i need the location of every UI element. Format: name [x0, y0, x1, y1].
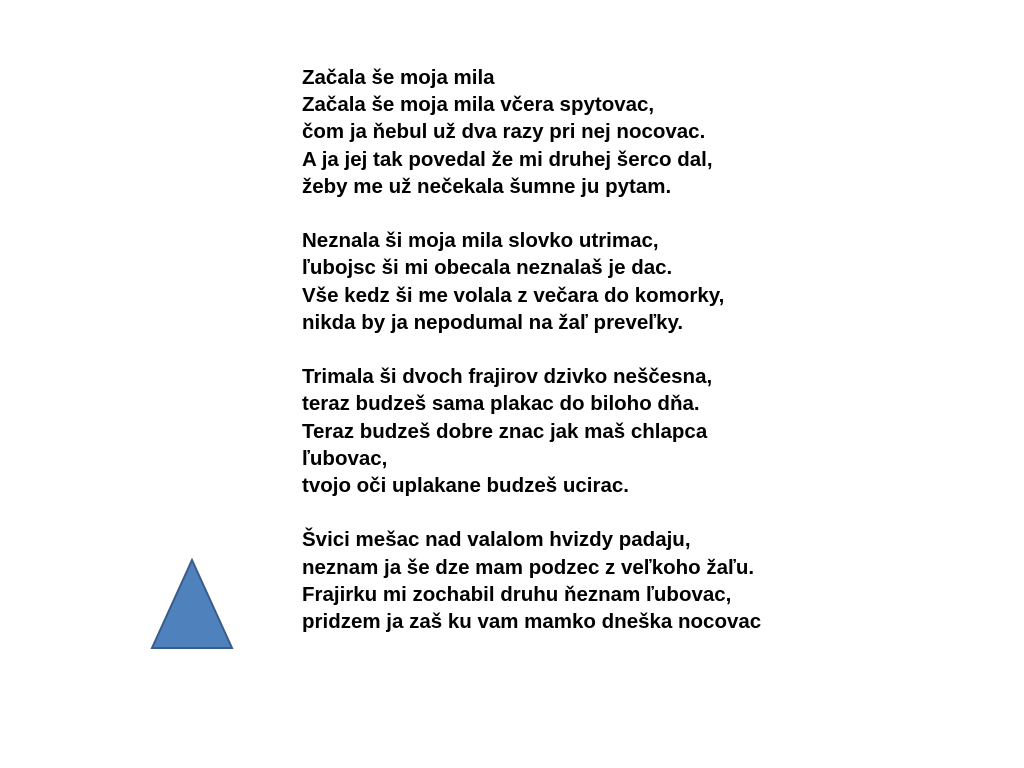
poem-line: ľubojsc ši mi obecala neznalaš je dac.: [302, 256, 673, 280]
poem-line: neznam ja še dze mam podzec z veľkoho žaľu.: [302, 555, 755, 579]
poem-line: Trimala ši dvoch frajirov dzivko neščesna,: [302, 365, 713, 389]
poem-line: A ja jej tak povedal že mi druhej šerco dal,: [302, 147, 713, 171]
poem-line: čom ja ňebul už dva razy pri nej nocovac.: [302, 120, 706, 144]
poem-line: Frajirku mi zochabil druhu ňeznam ľubovac,: [302, 582, 732, 606]
poem-line: teraz budzeš sama plakac do biloho dňa.: [302, 392, 700, 416]
poem-line: Švici mešac nad valalom hvizdy padaju,: [302, 528, 691, 552]
poem-line: žeby me už nečekala šumne ju pytam.: [302, 174, 672, 198]
triangle-icon: [152, 560, 232, 648]
stanza-divider: [302, 499, 1002, 526]
poem-line: pridzem ja zaš ku vam mamko dneška nocovac: [302, 610, 762, 634]
stanza-1: [302, 91, 1002, 200]
stanza-divider: [302, 336, 1002, 363]
stanza-4: [302, 526, 1002, 635]
stanza-3: [302, 363, 1002, 499]
triangle-shape[interactable]: [150, 558, 234, 650]
poem-title: Začala še moja mila: [302, 66, 495, 89]
poem-line: nikda by ja nepodumal na žaľ preveľky.: [302, 310, 684, 334]
poem-line: Neznala ši moja mila slovko utrimac,: [302, 229, 659, 253]
poem-line: Teraz budzeš dobre znac jak maš chlapca: [302, 419, 708, 443]
poem-line: Začala še moja mila včera spytovac,: [302, 93, 655, 117]
poem-line: Vše kedz ši me volala z večara do komorky,: [302, 283, 725, 307]
poem-line: tvojo oči uplakane budzeš ucirac.: [302, 474, 629, 498]
stanza-2: [302, 227, 1002, 336]
poem-line: ľubovac,: [302, 446, 388, 470]
poem-text-box: [302, 64, 1002, 635]
stanza-divider: [302, 200, 1002, 227]
